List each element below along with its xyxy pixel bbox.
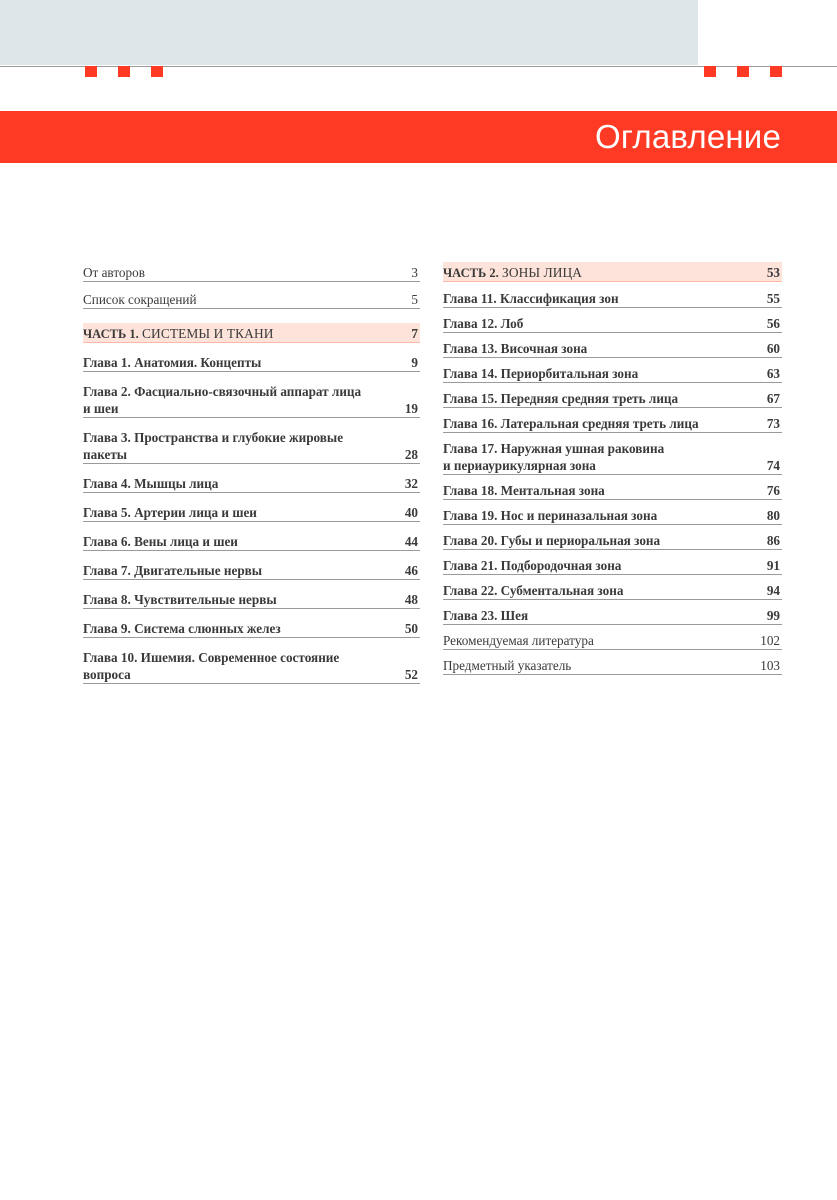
toc-entry-title: [443, 315, 746, 332]
toc-column-right: [443, 262, 782, 675]
decor-square: [737, 66, 749, 77]
page-number: 3: [411, 265, 418, 280]
decor-square: [704, 66, 716, 77]
title-bar: [0, 111, 837, 163]
toc-entry-title: [443, 390, 746, 407]
entry-title-line: Глава 5. Артерии лица и шеи: [83, 505, 257, 520]
entry-title-line: Глава 22. Субментальная зона: [443, 583, 624, 598]
toc-part-title: [83, 325, 384, 343]
entry-title-line: пакеты: [83, 447, 128, 462]
page-number: 40: [404, 505, 418, 520]
toc-entry-title: [443, 582, 746, 599]
toc-entry-title: [443, 340, 746, 357]
toc-entry-title: [83, 429, 384, 463]
entry-title-line: Глава 13. Височная зона: [443, 341, 588, 356]
entry-title-line: От авторов: [83, 265, 145, 280]
toc-entry-title: [83, 383, 384, 417]
entry-title-line: Глава 4. Мышцы лица: [83, 476, 219, 491]
toc-entry-title: [83, 649, 384, 683]
page-number: 32: [404, 476, 418, 491]
page-title: Оглавление: [595, 118, 781, 155]
entry-title-line: Глава 6. Вены лица и шеи: [83, 534, 238, 549]
toc-entry-title: [83, 591, 384, 608]
toc-entry[interactable]: [443, 388, 782, 408]
page-number: 56: [766, 316, 780, 331]
page-number: 80: [766, 508, 780, 523]
entry-title-line: Глава 14. Периорбитальная зона: [443, 366, 639, 381]
page-number: 7: [411, 326, 418, 341]
page-number: 76: [766, 483, 780, 498]
toc-entry-title: [443, 507, 746, 524]
toc-entry-title: [83, 291, 384, 308]
toc-entry[interactable]: [443, 580, 782, 600]
toc-part-entry[interactable]: [83, 323, 420, 343]
entry-title-line: Глава 7. Двигательные нервы: [83, 563, 263, 578]
entry-title-line: Рекомендуемая литература: [443, 633, 594, 648]
toc-entry-title: [443, 532, 746, 549]
toc-entry-title: [443, 632, 746, 649]
page-number: 86: [766, 533, 780, 548]
page-number: 5: [411, 292, 418, 307]
entry-title-line: вопроса: [83, 667, 131, 682]
toc-entry[interactable]: [443, 288, 782, 308]
decor-square: [85, 66, 97, 77]
part-label: ЧАСТЬ 2.: [443, 266, 499, 280]
toc-entry[interactable]: [83, 589, 420, 609]
page-number: 9: [411, 355, 418, 370]
part-label: ЧАСТЬ 1.: [83, 327, 139, 341]
header-band: [0, 0, 698, 65]
toc-entry-title: [83, 533, 384, 550]
toc-entry-title: [443, 557, 746, 574]
entry-title-line: Глава 19. Нос и периназальная зона: [443, 508, 658, 523]
toc-entry-title: [443, 482, 746, 499]
toc-entry-title: [83, 504, 384, 521]
entry-title-line: Глава 12. Лоб: [443, 316, 524, 331]
entry-title-line: Глава 17. Наружная ушная раковина: [443, 441, 665, 456]
toc-entry[interactable]: [83, 289, 420, 309]
toc-entry-title: [443, 607, 746, 624]
toc-entry-title: [83, 620, 384, 637]
toc-entry[interactable]: [443, 555, 782, 575]
entry-title-line: Предметный указатель: [443, 658, 572, 673]
page-number: 91: [766, 558, 780, 573]
toc-part-entry[interactable]: [443, 262, 782, 282]
entry-title-line: Глава 23. Шея: [443, 608, 529, 623]
entry-title-line: Глава 10. Ишемия. Современное состояние: [83, 650, 340, 665]
toc-entry-title: [443, 657, 746, 674]
toc-entry[interactable]: [443, 338, 782, 358]
entry-title-line: Глава 18. Ментальная зона: [443, 483, 605, 498]
page-number: 63: [766, 366, 780, 381]
toc-column-left: [83, 262, 420, 684]
entry-title-line: Глава 1. Анатомия. Концепты: [83, 355, 262, 370]
toc-entry[interactable]: [443, 313, 782, 333]
toc-entry-title: [443, 290, 746, 307]
decor-square: [151, 66, 163, 77]
toc-entry-title: [443, 415, 746, 432]
entry-title-line: Глава 16. Латеральная средняя треть лица: [443, 416, 699, 431]
entry-title-line: Глава 3. Пространства и глубокие жировые: [83, 430, 344, 445]
page-number: 28: [404, 447, 418, 462]
decor-square: [118, 66, 130, 77]
toc-entry[interactable]: [443, 413, 782, 433]
page-number: 50: [404, 621, 418, 636]
toc-entry-title: [83, 562, 384, 579]
toc-entry[interactable]: [83, 560, 420, 580]
toc-entry-title: [83, 354, 384, 371]
page-number: 60: [766, 341, 780, 356]
page-number: 55: [766, 291, 780, 306]
part-title: СИСТЕМЫ И ТКАНИ: [142, 326, 274, 341]
toc-entry[interactable]: [83, 502, 420, 522]
page-number: 67: [766, 391, 780, 406]
toc-entry-title: [83, 264, 384, 281]
page-number: 19: [404, 401, 418, 416]
entry-title-line: Глава 11. Классификация зон: [443, 291, 619, 306]
toc-entry[interactable]: [443, 438, 782, 475]
toc-entry[interactable]: [83, 352, 420, 372]
toc-entry-title: [443, 440, 746, 474]
toc-entry[interactable]: [83, 531, 420, 551]
entry-title-line: Глава 8. Чувствительные нервы: [83, 592, 277, 607]
page-number: 74: [766, 458, 780, 473]
toc-entry[interactable]: [83, 262, 420, 282]
entry-title-line: Список сокращений: [83, 292, 197, 307]
page-number: 99: [766, 608, 780, 623]
entry-title-line: Глава 21. Подбородочная зона: [443, 558, 622, 573]
toc-entry[interactable]: [83, 381, 420, 418]
toc-entry[interactable]: [443, 630, 782, 650]
page-number: 46: [404, 563, 418, 578]
toc-entry[interactable]: [443, 480, 782, 500]
toc-entry[interactable]: [443, 363, 782, 383]
toc-entry[interactable]: [443, 605, 782, 625]
toc-entry-title: [443, 365, 746, 382]
page-number: 103: [760, 658, 780, 673]
toc-entry[interactable]: [443, 655, 782, 675]
page-number: 73: [766, 416, 780, 431]
toc-entry[interactable]: [83, 618, 420, 638]
toc-entry[interactable]: [443, 505, 782, 525]
entry-title-line: Глава 20. Губы и периоральная зона: [443, 533, 661, 548]
entry-title-line: и периаурикулярная зона: [443, 458, 596, 473]
toc-entry[interactable]: [83, 427, 420, 464]
toc-entry[interactable]: [83, 647, 420, 684]
toc-part-title: [443, 264, 746, 282]
page-number: 94: [766, 583, 780, 598]
page-number: 102: [760, 633, 780, 648]
entry-title-line: Глава 2. Фасциально-связочный аппарат лица: [83, 384, 362, 399]
page-number: 44: [404, 534, 418, 549]
entry-title-line: Глава 9. Система слюнных желез: [83, 621, 281, 636]
page-number: 53: [766, 265, 780, 280]
toc-entry[interactable]: [443, 530, 782, 550]
part-title: ЗОНЫ ЛИЦА: [502, 265, 583, 280]
page-number: 52: [404, 667, 418, 682]
toc-entry-title: [83, 475, 384, 492]
page-number: 48: [404, 592, 418, 607]
toc-entry[interactable]: [83, 473, 420, 493]
decor-square: [770, 66, 782, 77]
entry-title-line: Глава 15. Передняя средняя треть лица: [443, 391, 679, 406]
entry-title-line: и шеи: [83, 401, 119, 416]
